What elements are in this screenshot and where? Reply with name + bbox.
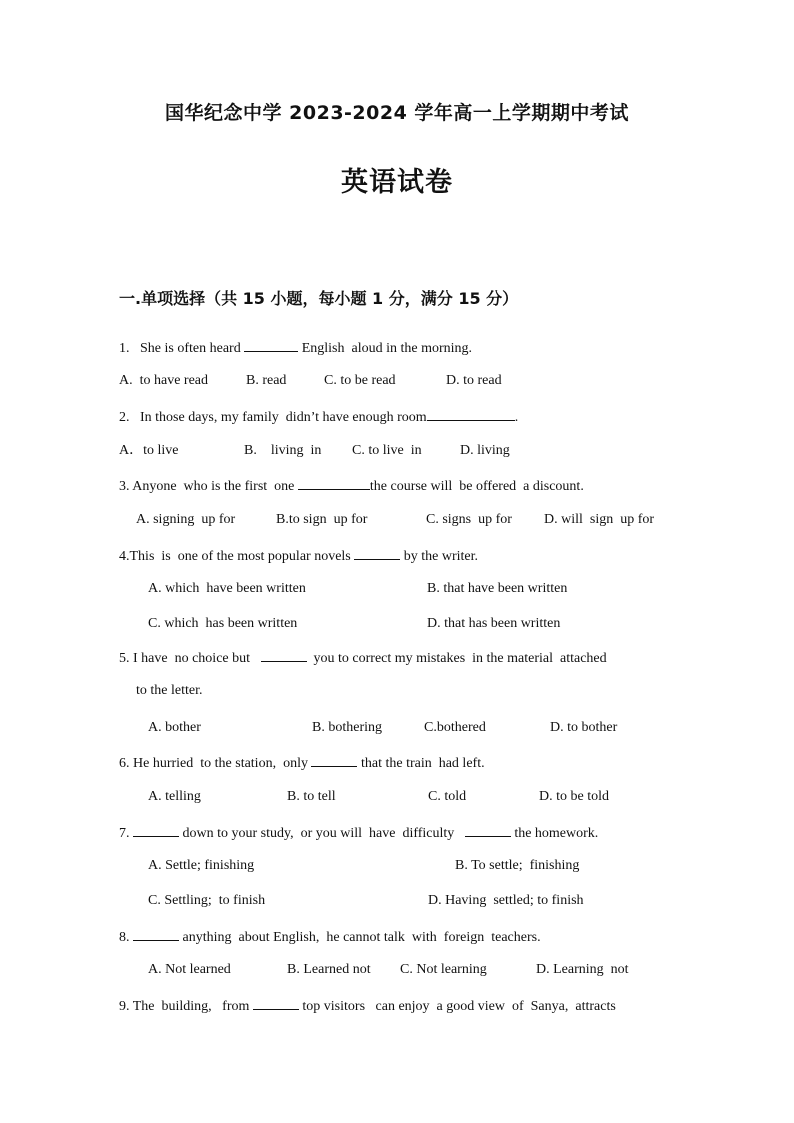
q4-option-c: C. which has been written: [148, 616, 298, 631]
question-9-stem: 9. The building, from top visitors can enjoy a good view of Sanya, attracts: [119, 996, 616, 1016]
q2-option-a: A．to live: [119, 443, 179, 458]
question-5-stem: 5. I have no choice but you to correct my mistakes in the material attached: [119, 648, 607, 668]
q7-option-c: C. Settling; to finish: [148, 893, 266, 908]
q5-option-d: D. to bother: [550, 720, 618, 735]
q4-option-a: A. which have been written: [148, 581, 306, 596]
q8-option-a: A. Not learned: [148, 962, 231, 977]
q1-option-c: C. to be read: [324, 373, 396, 388]
question-4-stem: 4.This is one of the most popular novels by the writer.: [119, 546, 478, 566]
q2-option-c: C. to live in: [352, 443, 422, 458]
question-3-stem: 3. Anyone who is the first one the course will be offered a discount.: [119, 476, 584, 496]
q2-option-b: B. living in: [244, 443, 322, 458]
q8-option-d: D. Learning not: [536, 962, 629, 977]
question-8-stem: 8. anything about English, he cannot talk with foreign teachers.: [119, 927, 541, 947]
q5-option-b: B. bothering: [312, 720, 382, 735]
q6-option-b: B. to tell: [287, 789, 336, 804]
answer-blank: [354, 546, 400, 560]
question-2-stem: 2. In those days, my family didn’t have enough room .: [119, 407, 518, 427]
question-6-stem: 6. He hurried to the station, only that the train had left.: [119, 753, 485, 773]
answer-blank: [133, 927, 179, 941]
q6-option-a: A. telling: [148, 789, 201, 804]
exam-subtitle: 英语试卷: [341, 167, 453, 198]
answer-blank: [298, 476, 370, 490]
q4-option-d: D. that has been written: [427, 616, 561, 631]
q2-option-d: D. living: [460, 443, 510, 458]
answer-blank: [261, 648, 307, 662]
answer-blank: [427, 407, 515, 421]
section-heading: 一.单项选择（共 15 小题，每小题 1 分，满分 15 分）: [119, 289, 519, 308]
q7-option-b: B. To settle; finishing: [455, 858, 580, 873]
q1-option-b: B. read: [246, 373, 287, 388]
q8-option-b: B. Learned not: [287, 962, 371, 977]
question-5-stem-continued: to the letter.: [136, 683, 203, 698]
exam-title: 国华纪念中学 2023-2024 学年高一上学期期中考试: [165, 102, 629, 124]
q1-option-a: A. to have read: [119, 373, 209, 388]
question-7-stem: 7. down to your study, or you will have difficulty the homework.: [119, 823, 598, 843]
q3-option-a: A. signing up for: [136, 512, 236, 527]
q5-option-a: A. bother: [148, 720, 201, 735]
q3-option-d: D. will sign up for: [544, 512, 655, 527]
answer-blank: [253, 996, 299, 1010]
q6-option-c: C. told: [428, 789, 467, 804]
q8-option-c: C. Not learning: [400, 962, 487, 977]
q1-option-d: D. to read: [446, 373, 502, 388]
q7-option-a: A. Settle; finishing: [148, 858, 255, 873]
answer-blank: [465, 823, 511, 837]
question-1-stem: 1. She is often heard English aloud in the morning.: [119, 338, 472, 358]
answer-blank: [311, 753, 357, 767]
q3-option-b: B.to sign up for: [276, 512, 368, 527]
answer-blank: [133, 823, 179, 837]
q4-option-b: B. that have been written: [427, 581, 568, 596]
q7-option-d: D. Having settled; to finish: [428, 893, 584, 908]
answer-blank: [244, 338, 298, 352]
q6-option-d: D. to be told: [539, 789, 609, 804]
q5-option-c: C.bothered: [424, 720, 486, 735]
q3-option-c: C. signs up for: [426, 512, 512, 527]
